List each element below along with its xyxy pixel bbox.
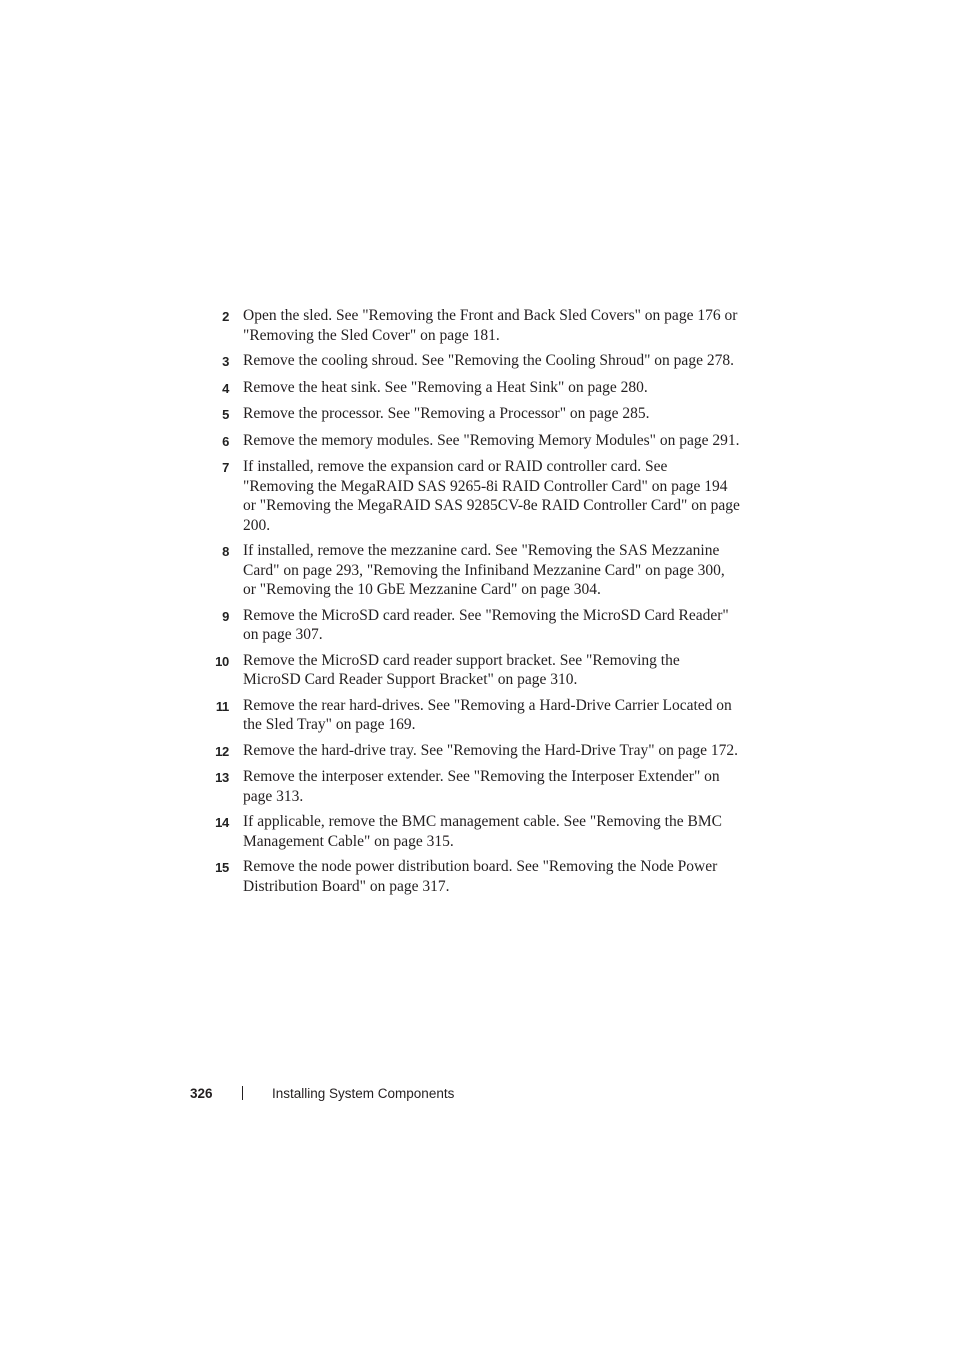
step-item [200, 306, 740, 345]
step-number: 5 [222, 407, 229, 422]
step-number: 12 [215, 743, 229, 759]
step-number: 2 [222, 309, 229, 324]
step-item [200, 378, 740, 399]
step-text: Remove the MicroSD card reader support bracket. See "Removing the MicroSD Card Reader Support Bracket" on page 310. [243, 651, 680, 688]
step-text: Remove the hard-drive tray. See "Removing the Hard-Drive Tray" on page 172. [243, 741, 739, 759]
step-number: 15 [215, 860, 229, 875]
step-text: If installed, remove the expansion card or RAID controller card. See "Removing the MegaRAID SAS 9265-8i RAID Controller Card" on page 194 or "Removing the MegaRAID SAS 9285CV-8e RAID Controller Card" on page 200. [243, 458, 740, 534]
step-number: 9 [222, 608, 229, 624]
step-number: 14 [215, 815, 229, 830]
step-item [200, 651, 740, 690]
step-number: 8 [222, 544, 229, 559]
step-text: Remove the MicroSD card reader. See "Removing the MicroSD Card Reader" on page 307. [243, 606, 729, 643]
step-item [200, 741, 740, 762]
footer-section-title: Installing System Components [272, 1085, 455, 1101]
step-number: 3 [222, 354, 229, 369]
step-number: 6 [222, 433, 229, 449]
step-text: If applicable, remove the BMC management cable. See "Removing the BMC Management Cable" on page 315. [243, 813, 722, 850]
step-item [200, 696, 740, 735]
step-number: 13 [215, 770, 229, 785]
step-number: 11 [215, 698, 229, 714]
page-footer [190, 1083, 454, 1103]
footer-divider [242, 1086, 243, 1100]
step-text: Remove the rear hard-drives. See "Removing a Hard-Drive Carrier Located on the Sled Tray" on page 169. [243, 696, 732, 733]
step-item [200, 857, 740, 896]
procedure-steps [200, 306, 740, 902]
step-number: 4 [222, 380, 229, 396]
step-item [200, 541, 740, 600]
step-text: Remove the cooling shroud. See "Removing the Cooling Shroud" on page 278. [243, 352, 734, 369]
step-text: If installed, remove the mezzanine card. See "Removing the SAS Mezzanine Card" on page 293, "Removing the Infiniband Mezzanine Card" on page 300, or "Removing the 10 GbE Mezzanine Card" on page 304. [243, 542, 725, 598]
step-item [200, 812, 740, 851]
step-item [200, 767, 740, 806]
step-item [200, 351, 740, 372]
step-text: Remove the heat sink. See "Removing a Heat Sink" on page 280. [243, 378, 648, 396]
step-text: Remove the processor. See "Removing a Processor" on page 285. [243, 405, 650, 422]
step-text: Remove the memory modules. See "Removing Memory Modules" on page 291. [243, 431, 740, 449]
step-item [200, 404, 740, 425]
step-text: Open the sled. See "Removing the Front and Back Sled Covers" on page 176 or "Removing the Sled Cover" on page 181. [243, 307, 738, 344]
page-number: 326 [190, 1085, 213, 1101]
step-text: Remove the interposer extender. See "Removing the Interposer Extender" on page 313. [243, 768, 720, 805]
step-text: Remove the node power distribution board. See "Removing the Node Power Distribution Board" on page 317. [243, 858, 718, 895]
step-number: 10 [215, 653, 229, 669]
step-number: 7 [222, 460, 229, 475]
step-item [200, 606, 740, 645]
step-item [200, 431, 740, 452]
step-item [200, 457, 740, 535]
